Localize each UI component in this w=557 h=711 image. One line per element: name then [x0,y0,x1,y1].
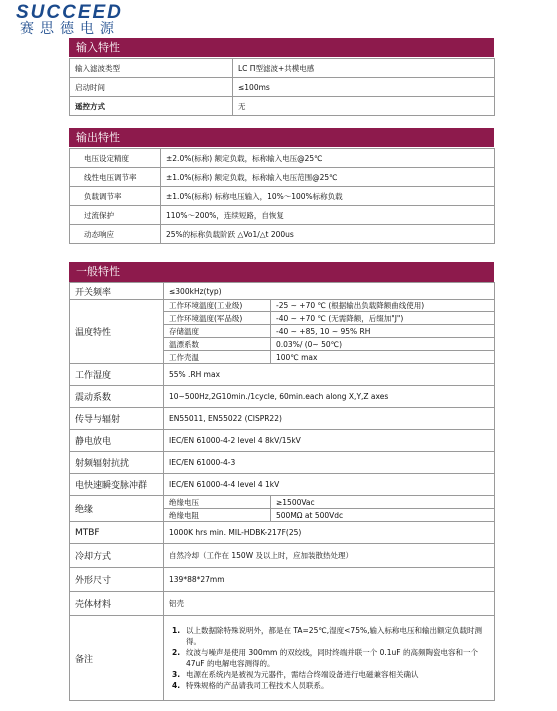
spec-value: IEC/EN 61000-4-4 level 4 1kV [164,474,495,496]
spec-value: 0.03%/ (0~ 50℃) [271,338,495,351]
spec-label: 开关频率 [70,283,164,300]
note-item [172,669,486,680]
spec-value: ≤300kHz(typ) [164,283,495,300]
note-text: 电源在系统内是被视为元器件，需结合终端设备进行电磁兼容相关确认 [186,670,419,679]
note-item [172,680,486,691]
note-number: 3. [172,670,181,679]
spec-label: 输入滤波类型 [70,59,233,78]
table-row [70,364,495,386]
table-row [70,452,495,474]
note-text: 纹波与噪声是使用 300mm 的双绞线，同时终端并联一个 0.1uF 的高频陶瓷电容和一个 47uF 的电解电容测得的。 [186,648,478,668]
table-row [70,300,495,312]
spec-value: 铝壳 [164,592,495,616]
spec-label: 工作湿度 [70,364,164,386]
table-row [70,474,495,496]
table-row [70,386,495,408]
note-number: 2. [172,648,181,657]
section-title-output: 输出特性 [69,128,494,147]
spec-value: 110%～200%，连续短路，自恢复 [161,206,495,225]
spec-label: 线性电压调节率 [70,168,161,187]
spec-label: 动态响应 [70,225,161,244]
table-row [70,225,495,244]
section-title-input: 输入特性 [69,38,494,57]
note-item [172,647,486,669]
spec-label: 温度特性 [70,300,164,364]
spec-value: 无 [233,97,495,116]
spec-value: IEC/EN 61000-4-3 [164,452,495,474]
section-title-general: 一般特性 [69,262,494,282]
spec-subname: 工作壳温 [164,351,271,364]
spec-label: 震动系数 [70,386,164,408]
spec-value: -40 ~ +85, 10 ~ 95% RH [271,325,495,338]
table-row [70,97,495,116]
spec-value: EN55011, EN55022 (CISPR22) [164,408,495,430]
table-row [70,430,495,452]
input-spec-table [69,58,495,116]
table-row [70,187,495,206]
spec-label: 冷却方式 [70,544,164,568]
table-row [70,592,495,616]
table-row [70,496,495,509]
company-logo [16,2,176,37]
spec-value: 139*88*27mm [164,568,495,592]
spec-value: 500MΩ at 500Vdc [271,509,495,522]
spec-subname: 存储温度 [164,325,271,338]
note-text: 特殊规格的产品请我司工程技术人员联系。 [186,681,329,690]
notes-list [164,616,495,701]
table-row [70,283,495,300]
spec-label: 电压设定精度 [70,149,161,168]
table-row [70,568,495,592]
logo-brand-cn: 赛思德电源 [20,21,120,37]
spec-value: -25 ~ +70 ℃ (根据输出负载降额曲线使用) [271,300,495,312]
table-row [70,168,495,187]
spec-label: 过流保护 [70,206,161,225]
table-row [70,149,495,168]
spec-label: 负载调节率 [70,187,161,206]
spec-subname: 绝缘电压 [164,496,271,509]
spec-value: 自然冷却（工作在 150W 及以上时，应加装散热处理） [164,544,495,568]
table-row [70,78,495,97]
spec-value: 1000K hrs min. MIL-HDBK-217F(25) [164,522,495,544]
spec-value: ±1.0%(标称) 额定负载，标称输入电压范围@25℃ [161,168,495,187]
table-row [70,544,495,568]
spec-value: 10~500Hz,2G10min./1cycle, 60min.each along X,Y,Z axes [164,386,495,408]
logo-brand-en: SUCCEED [16,2,123,23]
table-row [70,408,495,430]
spec-label: 射频辐射抗扰 [70,452,164,474]
note-number: 1. [172,626,181,635]
note-item [172,625,486,647]
spec-label: 电快速瞬变脉冲群 [70,474,164,496]
spec-subname: 工作环境温度(军品级) [164,312,271,325]
spec-subname: 温漂系数 [164,338,271,351]
table-row [70,59,495,78]
spec-label: MTBF [70,522,164,544]
spec-subname: 工作环境温度(工业级) [164,300,271,312]
spec-value: 25%的标称负载阶跃 △Vo1/△t 200us [161,225,495,244]
spec-label: 传导与辐射 [70,408,164,430]
spec-label: 启动时间 [70,78,233,97]
spec-value: ±1.0%(标称) 标称电压输入，10%～100%标称负载 [161,187,495,206]
note-text: 以上数据除特殊说明外，都是在 TA=25℃,湿度<75%,输入标称电压和输出额定负载时测得。 [186,626,482,646]
spec-subname: 绝缘电阻 [164,509,271,522]
spec-value: -40 ~ +70 ℃ (无需降额，后缀加"J") [271,312,495,325]
table-row [70,616,495,701]
spec-label: 外形尺寸 [70,568,164,592]
spec-label: 绝缘 [70,496,164,522]
output-spec-table [69,148,495,244]
note-number: 4. [172,681,181,690]
table-row [70,206,495,225]
spec-value: 55% .RH max [164,364,495,386]
spec-value: 100℃ max [271,351,495,364]
spec-value: ≥1500Vac [271,496,495,509]
spec-value: IEC/EN 61000-4-2 level 4 8kV/15kV [164,430,495,452]
spec-label: 壳体材料 [70,592,164,616]
spec-label: 备注 [70,616,164,701]
spec-value: ±2.0%(标称) 额定负载，标称输入电压@25℃ [161,149,495,168]
spec-label: 遥控方式 [70,97,233,116]
general-spec-table [69,282,495,701]
spec-value: ≤100ms [233,78,495,97]
spec-label: 静电放电 [70,430,164,452]
spec-value: LC Π型滤波+共模电感 [233,59,495,78]
table-row [70,522,495,544]
